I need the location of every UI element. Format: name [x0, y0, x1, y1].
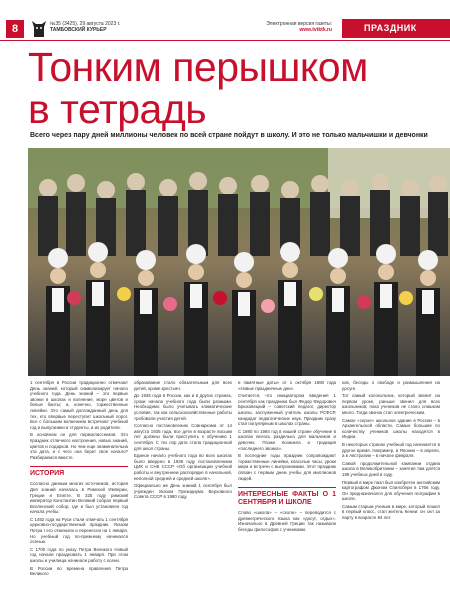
paragraph: Согласно постановлению Совнаркома от 14 августа 1935 года, все дети в возрасте восьми лет должны были приступить к обучению 1 сентября. С тех пор дата стала традиционной для школ страны.: [134, 423, 232, 451]
paragraph: Официально же День знаний 1 сентября был учрежден Указом Президиума Верховного Совета СССР в 1980 году.: [134, 483, 232, 500]
paragraph: С 1492 года на Руси стали отмечать 1 сентября церковно-государственный праздник. Указом Петра I его отменили и перенесли на 1 января. Но учебный год по-прежнему начинался осенью.: [30, 516, 128, 545]
article-body: [30, 380, 442, 585]
paragraph: образование стало обязательным для всех детей, кроме крестьян.: [134, 380, 232, 391]
paper-name: ТАМБОВСКИЙ КУРЬЕР: [50, 27, 107, 33]
issue-info: [50, 21, 120, 33]
paragraph: Самой продолжительной кампании отдана школа в Великобритании – занятия там длятся 195 учебных дней в году.: [342, 460, 440, 477]
article-lead: Всего через пару дней миллионы человек по всей стране пойдут в школу. И это не только мальчишки и девчонки: [30, 132, 428, 139]
headline-line2: в тетрадь: [28, 86, 207, 132]
paragraph: Согласно данным многих источников, история Дня знаний началась в Римской Империи, Греции и Египте. В 325 году римский император Константин Великий собрал первый Вселенский собор, где и был установлен год начала учебы.: [30, 481, 128, 515]
paragraph: 1 сентября в России традиционно отмечают День знаний, который символизирует начало учебного года. День знаний – это первые звонки в школах и волнение, море цветов и белые банты; а, конечно, торжественные линейки. Это самый долгожданный день для тех, кто впервые переступит школьный порог. Все с большим волнением встречают учебный год и выпускники и студенты, и их родители.: [30, 380, 128, 430]
column-1: [30, 380, 128, 579]
column-3: [238, 380, 336, 534]
paragraph: В последние годы праздник сопровождают торжественные линейки, классные часы, уроки мира и встречи с выпускниками. Этот праздник связан с первым днем учебы для миллионов людей.: [238, 453, 336, 481]
electronic-version: [254, 21, 332, 33]
paragraph: Самое «серое» школьное здание в России – в Архангельской области. Самые большие по количеству учеников школы находятся в Индии.: [342, 417, 440, 440]
article-headline: [28, 46, 428, 130]
column-4: [342, 380, 440, 523]
page-header: [0, 0, 450, 42]
issue-line: №35 (3425), 29 августа 2023 г.: [50, 21, 121, 27]
column-2: [134, 380, 232, 502]
cat-mascot-icon: [31, 18, 47, 38]
paragraph: ков, беседы о свободе и размышления на досуге.: [342, 380, 440, 391]
headline-line1: Тонким перышком: [28, 44, 368, 90]
paragraph: Первый в мире пазл был изобретен английским картографом Джоном Спилсбери в 1766 году. Он предназначался для обучения географии в школе.: [342, 479, 440, 502]
paragraph: Самым старым ученым в мире, который пошел в первый класс, стал житель Кении: он сел за парту в возрасте 84 лет.: [342, 503, 440, 521]
paragraph: С 1980 по 1984 год в нашей стране обучение в школах велось раздельно для мальчиков и девочек. Позже возникла и традиция «последнего звонка».: [238, 428, 336, 451]
paragraph: В России во времена правления Петра Великого: [30, 565, 128, 577]
paragraph: Слово «школа» – «схоле» – переводится с древнегреческого языка как «досуг, отдых». Изначально в Древней Греции так называли беседы философов с учениками.: [238, 510, 336, 532]
paragraph: В основном он для первоклассников. Это праздник отличного настроения, новых знаний, цветов и подарков. Но чем еще знаменательна эта дата, и с чего она берет свое начало? Разбираемся вместе.: [30, 432, 128, 460]
header-rule: [0, 40, 450, 41]
paragraph: Считается, что инициатором введения 1 сентября как праздника был Федор Федорович Брюховецкий – советский педагог, директор школы, заслуженный учитель школы РСФСР, кандидат педагогических наук. Праздник сразу стал популярным в школах страны.: [238, 393, 336, 427]
school-ceremony-photo: [28, 148, 450, 376]
subhead-history: ИСТОРИЯ: [30, 466, 128, 478]
paragraph: До 1935 года в России, как и в других странах, сроки начала учебного года были разными. Необходимо было учитывать климатические условия, так как сельскохозяйственные работы требовали участия детей.: [134, 393, 232, 421]
section-tab: ПРАЗДНИК: [342, 19, 450, 38]
paragraph: С 1700 года по указу Петра Великого Новый год начали праздновать 1 января. При этом школы и училища начинали работу с осени.: [30, 546, 128, 564]
subhead-facts: ИНТЕРЕСНЫЕ ФАКТЫ О 1 СЕНТЯБРЯ И ШКОЛЕ: [238, 487, 336, 507]
article-photo: [28, 148, 450, 376]
eversion-label: Электронная версия газеты:: [266, 21, 332, 27]
paragraph: Единое начало учебного года во всех школах было введено в 1935 году постановлением ЦИК и СНК СССР «Об организации учебной работы и внутреннем распорядке в начальной, неполной средней и средней школе».: [134, 453, 232, 481]
paragraph: и памятные даты» от 1 октября 1980 года «Новые праздничные дни».: [238, 380, 336, 391]
eversion-url[interactable]: www.tvtktk.ru: [299, 27, 332, 33]
page-number: 8: [6, 20, 24, 38]
paragraph: В некоторых странах учебный год начинается в другое время. Например, в Японии – в апреле, а в Австралии – в начале февраля.: [342, 441, 440, 459]
paragraph: Тот самый колокольчик, который звенит на первом уроке, раньше звенил для всех школьников, пока учеников не стало слишком много. Тогда звонок стал электрическим.: [342, 393, 440, 415]
